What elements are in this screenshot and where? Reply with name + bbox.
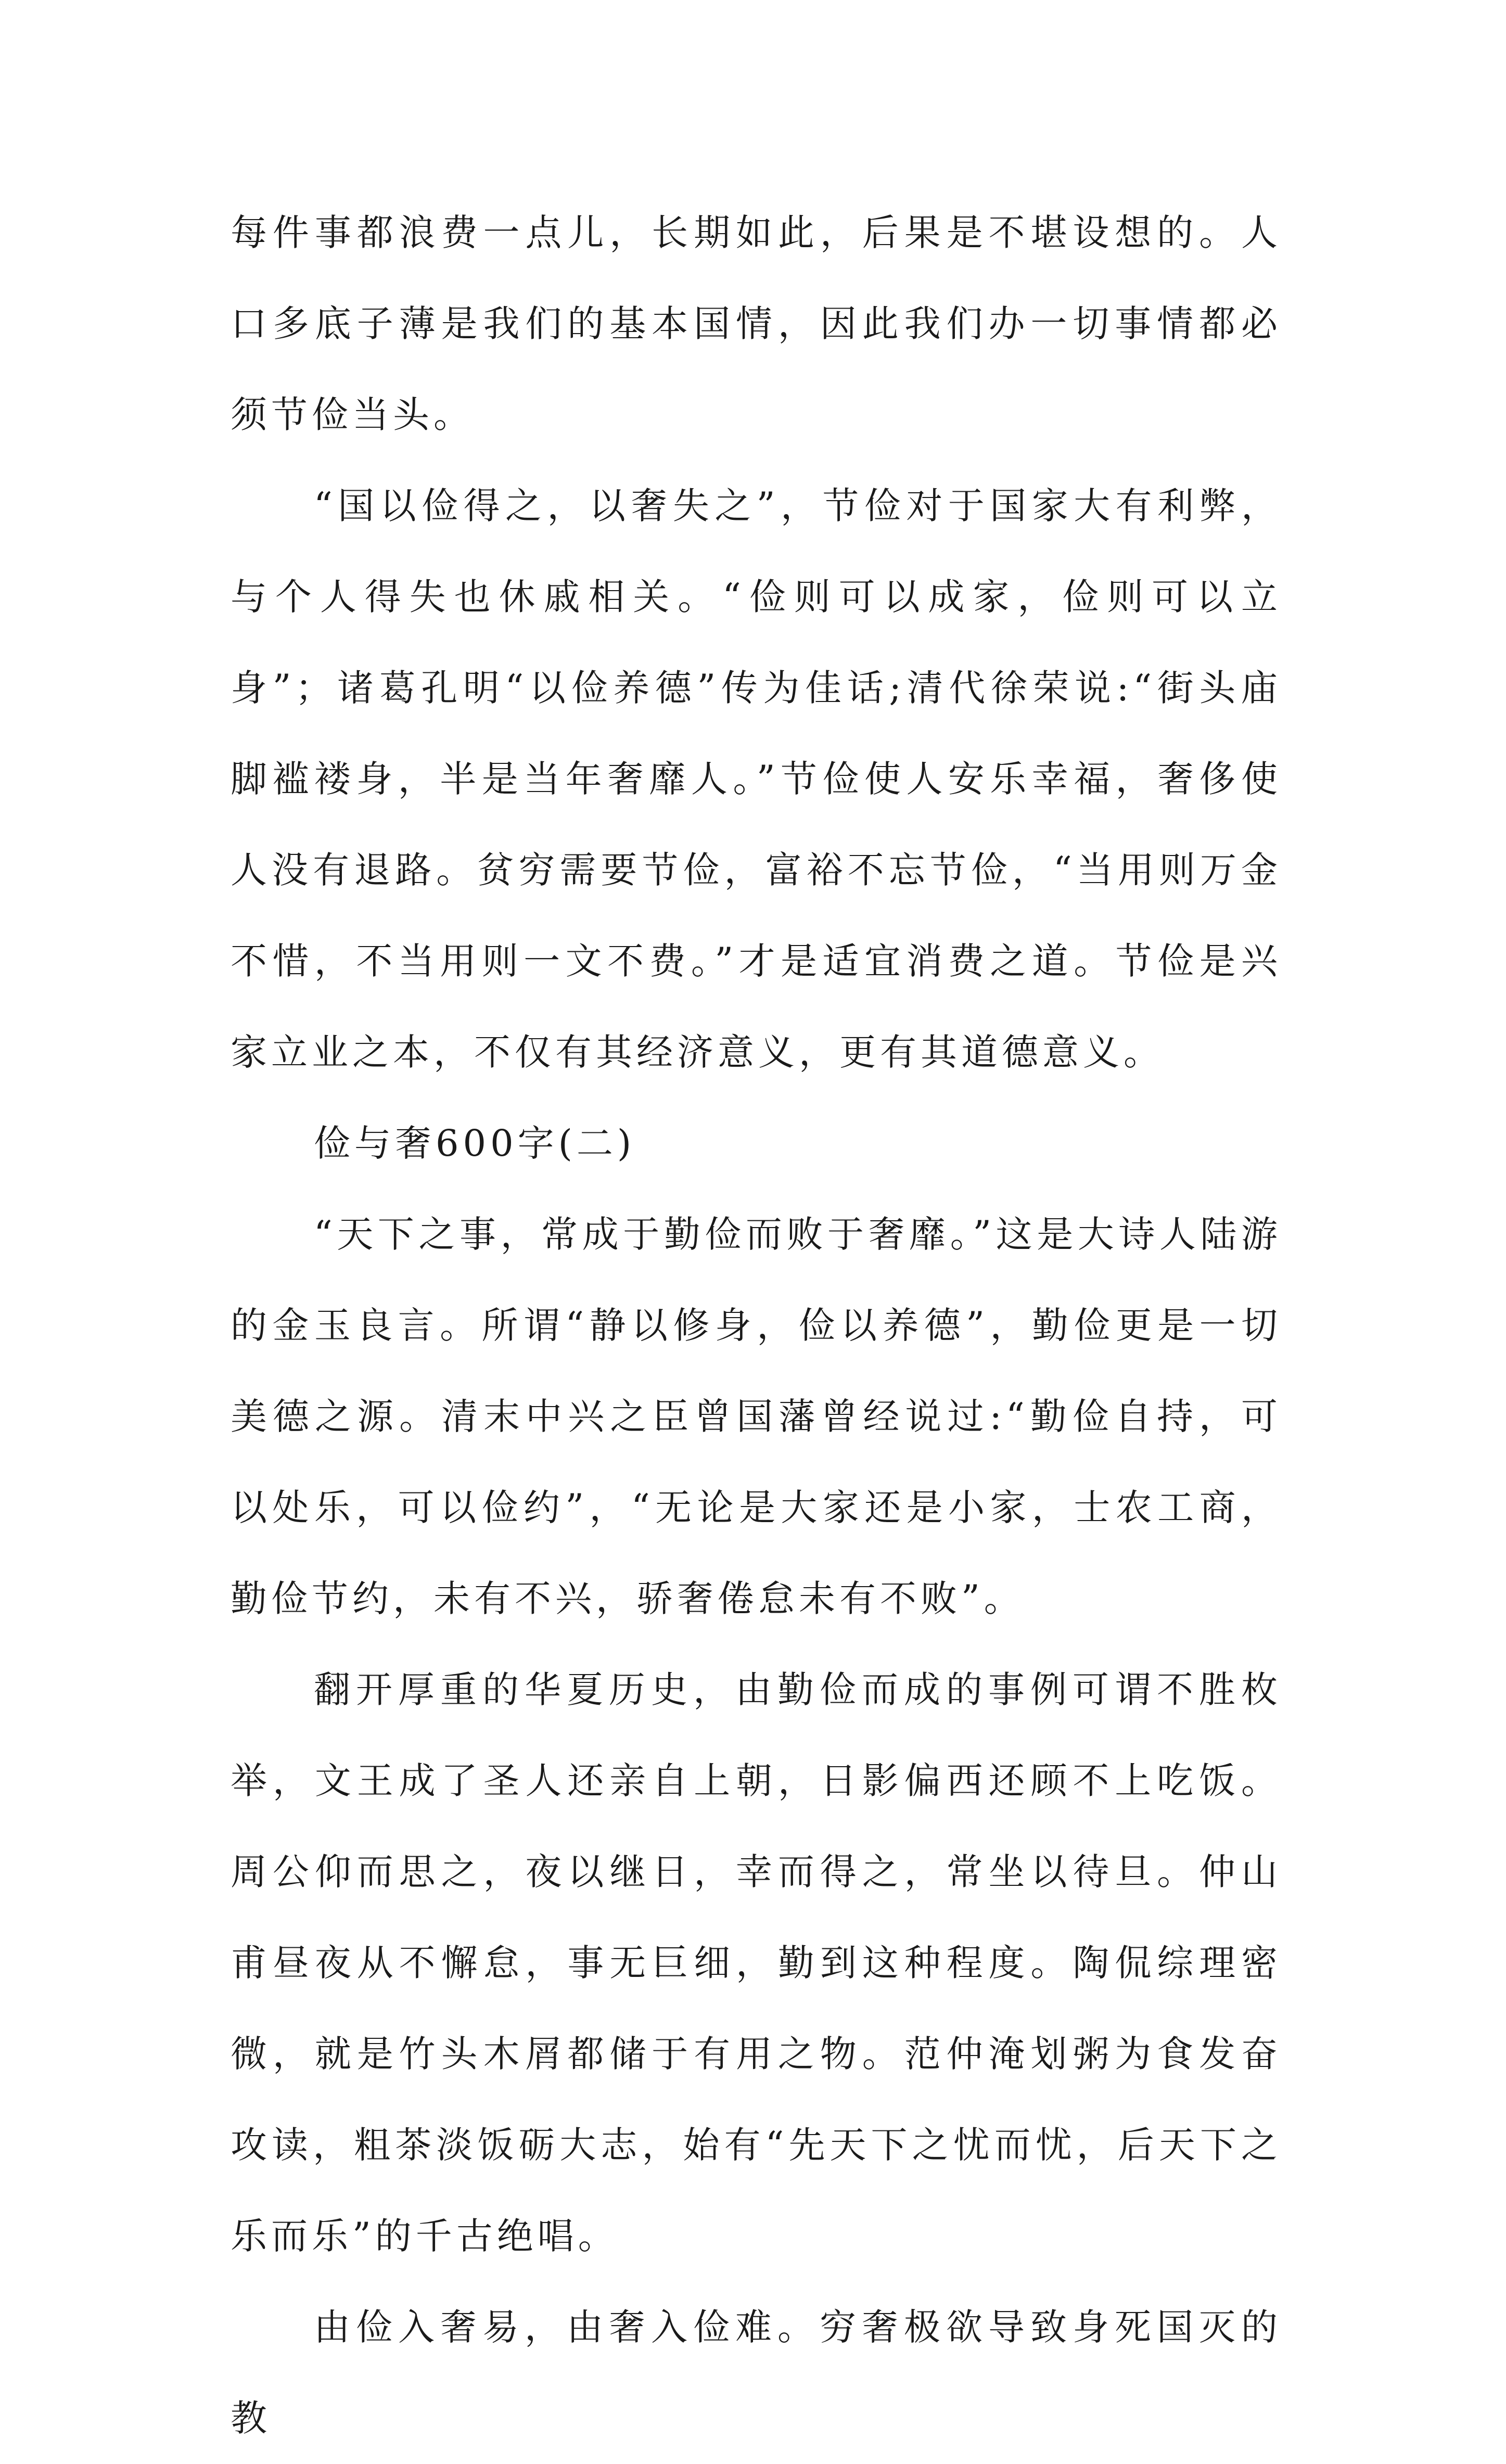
paragraph-5: 由俭入奢易，由奢入俭难。穷奢极欲导致身死国灭的教 — [231, 2306, 1282, 2440]
paragraph-3: “天下之事，常成于勤俭而败于奢靡。”这是大诗人陆游的金玉良言。所谓“静以修身，俭以养德”，勤俭更是一切美德之源。清末中兴之臣曾国藩曾经说过:“勤俭自持，可以处乐，可以俭约”，“无论是大家还是小家，士农工商，勤俭节约，未有不兴，骄奢倦怠未有不败”。 — [231, 1213, 1282, 1620]
paragraph-4: 翻开厚重的华夏历史，由勤俭而成的事例可谓不胜枚举，文王成了圣人还亲自上朝，日影偏西还顾不上吃饭。周公仰而思之，夜以继日，幸而得之，常坐以待旦。仲山甫昼夜从不懈怠，事无巨细，勤到这种程度。陶侃综理密微，就是竹头木屑都储于有用之物。范仲淹划粥为食发奋攻读，粗茶淡饭砺大志，始有“先天下之忧而忧，后天下之乐而乐”的千古绝唱。 — [231, 1668, 1282, 2257]
document-body — [231, 187, 1282, 2464]
section-heading: 俭与奢600字(二) — [314, 1122, 636, 1165]
paragraph-1: 每件事都浪费一点儿，长期如此，后果是不堪设想的。人口多底子薄是我们的基本国情，因此我们办一切事情都必须节俭当头。 — [231, 211, 1282, 436]
paragraph-2: “国以俭得之，以奢失之”，节俭对于国家大有利弊，与个人得失也休戚相关。“俭则可以成家，俭则可以立身”；诸葛孔明“以俭养德”传为佳话;清代徐荣说:“街头庙脚褴褛身，半是当年奢靡人。”节俭使人安乐幸福，奢侈使人没有退路。贫穷需要节俭，富裕不忘节俭，“当用则万金不惜，不当用则一文不费。”才是适宜消费之道。节俭是兴家立业之本，不仅有其经济意义，更有其道德意义。 — [231, 484, 1282, 1074]
